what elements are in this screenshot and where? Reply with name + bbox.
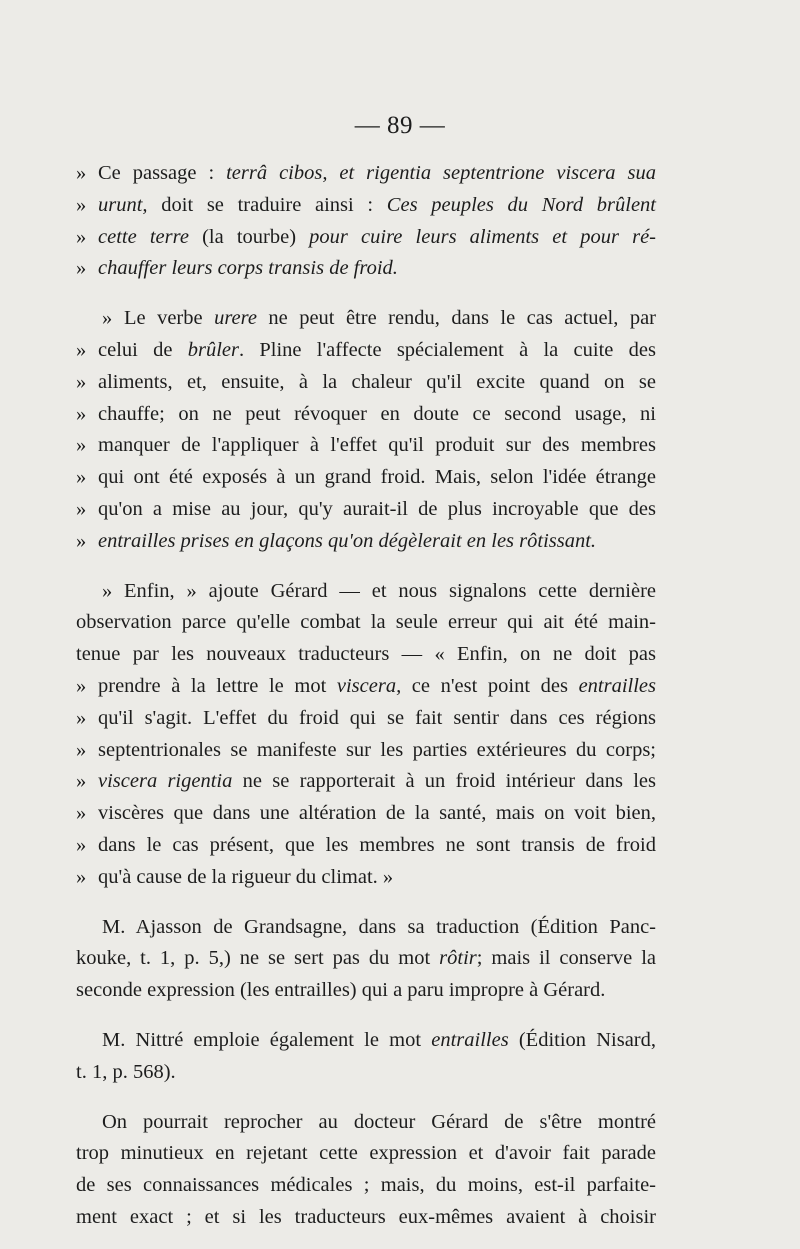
text-line [76,526,656,558]
text-segment: chauffe; on ne peut révoquer en doute ce second usage, ni [98,402,656,425]
text-segment: trop minutieux en rejetant cette expression et d'avoir fait parade [76,1142,656,1165]
quote-mark: » [76,225,87,248]
quote-mark: » [76,257,87,280]
italic-text: entrailles [431,1028,509,1051]
quote-mark: » [102,307,113,330]
paragraph [76,158,656,285]
quote-mark: » [76,370,87,393]
paragraph-gap [76,1007,656,1025]
text-segment: (Édition Nisard, [508,1028,657,1051]
quote-mark: » [76,674,87,697]
text-line [76,735,656,767]
italic-text: terrâ cibos, et rigentia septentrione viscera sua [226,162,656,184]
text-line [76,830,656,862]
text-segment: M. Ajasson de Grandsagne, dans sa traduction (Édition Panc- [102,915,656,938]
quote-mark: » [76,162,87,184]
quote-mark: » [76,802,87,825]
quote-mark: » [76,402,87,425]
italic-text: rôtir [439,947,477,970]
text-segment: ne se rapporterait à un froid intérieur dans les [232,770,656,793]
paragraph [76,912,656,1007]
text-line [76,462,656,494]
text-line [76,703,656,735]
paragraph [76,1107,656,1234]
text-line [76,1202,656,1234]
italic-text: chauffer leurs corps transis de froid. [98,257,398,280]
italic-text: cette terre [98,225,189,248]
text-line [76,798,656,830]
text-line [76,158,656,190]
paragraph-gap [76,558,656,576]
text-line [76,367,656,399]
quote-mark: » [76,706,87,729]
paragraph [76,303,656,557]
quote-mark: » [102,579,113,602]
text-segment: qu'à cause de la rigueur du climat. » [98,865,394,888]
paragraph-gap [76,1089,656,1107]
paragraph-gap [76,894,656,912]
text-line [76,335,656,367]
text-segment: M. Nittré emploie également le mot [102,1028,432,1051]
quote-mark: » [76,865,87,888]
italic-text: viscera, [336,674,402,697]
quote-mark: » [76,466,87,489]
italic-text: brûler [187,338,239,361]
text-segment: qu'il s'agit. L'effet du froid qui se fait sentir dans ces régions [98,706,656,729]
italic-text: entrailles prises en glaçons qu'on dégèlerait en les rôtissant. [98,529,597,552]
text-line [76,430,656,462]
text-line [76,1138,656,1170]
italic-text: entrailles [578,674,656,697]
quote-mark: » [76,497,87,520]
text-segment: doit se traduire ainsi : [147,193,387,216]
text-line [76,943,656,975]
text-line [76,1107,656,1139]
text-line [76,862,656,894]
text-line [76,253,656,285]
quote-mark: » [76,833,87,856]
text-line [76,766,656,798]
text-segment: On pourrait reprocher au docteur Gérard de s'être montré [102,1110,656,1133]
quote-mark: » [76,338,87,361]
text-line [76,494,656,526]
text-segment: dans le cas présent, que les membres ne sont transis de froid [98,833,656,856]
italic-text: viscera rigentia [98,770,233,793]
paragraph [76,1025,656,1089]
text-segment: Ce passage : [98,162,227,184]
quote-mark: » [76,738,87,761]
text-segment: manquer de l'appliquer à l'effet qu'il produit sur des membres [98,434,656,457]
text-segment: tenue par les nouveaux traducteurs — « Enfin, on ne doit pas [76,643,656,666]
paragraph-gap [76,285,656,303]
text-segment: . Pline l'affecte spécialement à la cuite des [238,338,656,361]
text-line [76,576,656,608]
text-line [76,399,656,431]
text-line [76,222,656,254]
text-segment: celui de [98,338,188,361]
text-segment: ce n'est point des [401,674,579,697]
text-segment: t. 1, p. 568). [76,1060,176,1083]
text-segment: viscères que dans une altération de la santé, mais on voit bien, [98,802,656,825]
text-line [76,975,656,1007]
page-number: — 89 — [354,112,446,139]
text-line [76,671,656,703]
text-line [76,190,656,222]
paragraph [76,576,656,894]
text-segment: observation parce qu'elle combat la seule erreur qui ait été main- [76,611,656,634]
text-line [76,607,656,639]
text-line [76,912,656,944]
text-segment: Le verbe [124,307,215,330]
text-line [76,303,656,335]
italic-text: urunt, [98,193,148,216]
italic-text: pour cuire leurs aliments et pour ré- [309,225,656,248]
italic-text: Ces peuples du Nord brûlent [386,193,657,216]
text-segment: qu'on a mise au jour, qu'y aurait-il de plus incroyable que des [98,497,656,520]
quote-mark: » [76,434,87,457]
text-line [76,1025,656,1057]
text-segment: kouke, t. 1, p. 5,) ne se sert pas du mot [76,947,440,970]
text-line [76,1170,656,1202]
text-segment: qui ont été exposés à un grand froid. Mais, selon l'idée étrange [98,466,656,489]
text-segment: ne peut être rendu, dans le cas actuel, par [256,307,656,330]
text-segment: (la tourbe) [188,225,310,248]
text-segment: ; mais il conserve la [476,947,656,970]
body-text [76,158,656,1234]
text-segment: seconde expression (les entrailles) qui a paru impropre à Gérard. [76,979,606,1002]
quote-mark: » [76,193,87,216]
text-segment: Enfin, » ajoute Gérard — et nous signalons cette dernière [124,579,656,602]
text-line [76,639,656,671]
quote-mark: » [76,770,87,793]
quote-mark: » [76,529,87,552]
text-line [76,1057,656,1089]
text-segment: de ses connaissances médicales ; mais, du moins, est-il parfaite- [76,1174,656,1197]
text-segment: prendre à la lettre le mot [98,674,337,697]
text-segment: aliments, et, ensuite, à la chaleur qu'il excite quand on se [98,370,656,393]
text-segment: septentrionales se manifeste sur les parties extérieures du corps; [98,738,656,761]
italic-text: urere [214,307,257,330]
text-segment: ment exact ; et si les traducteurs eux-mêmes avaient à choisir [76,1205,656,1228]
